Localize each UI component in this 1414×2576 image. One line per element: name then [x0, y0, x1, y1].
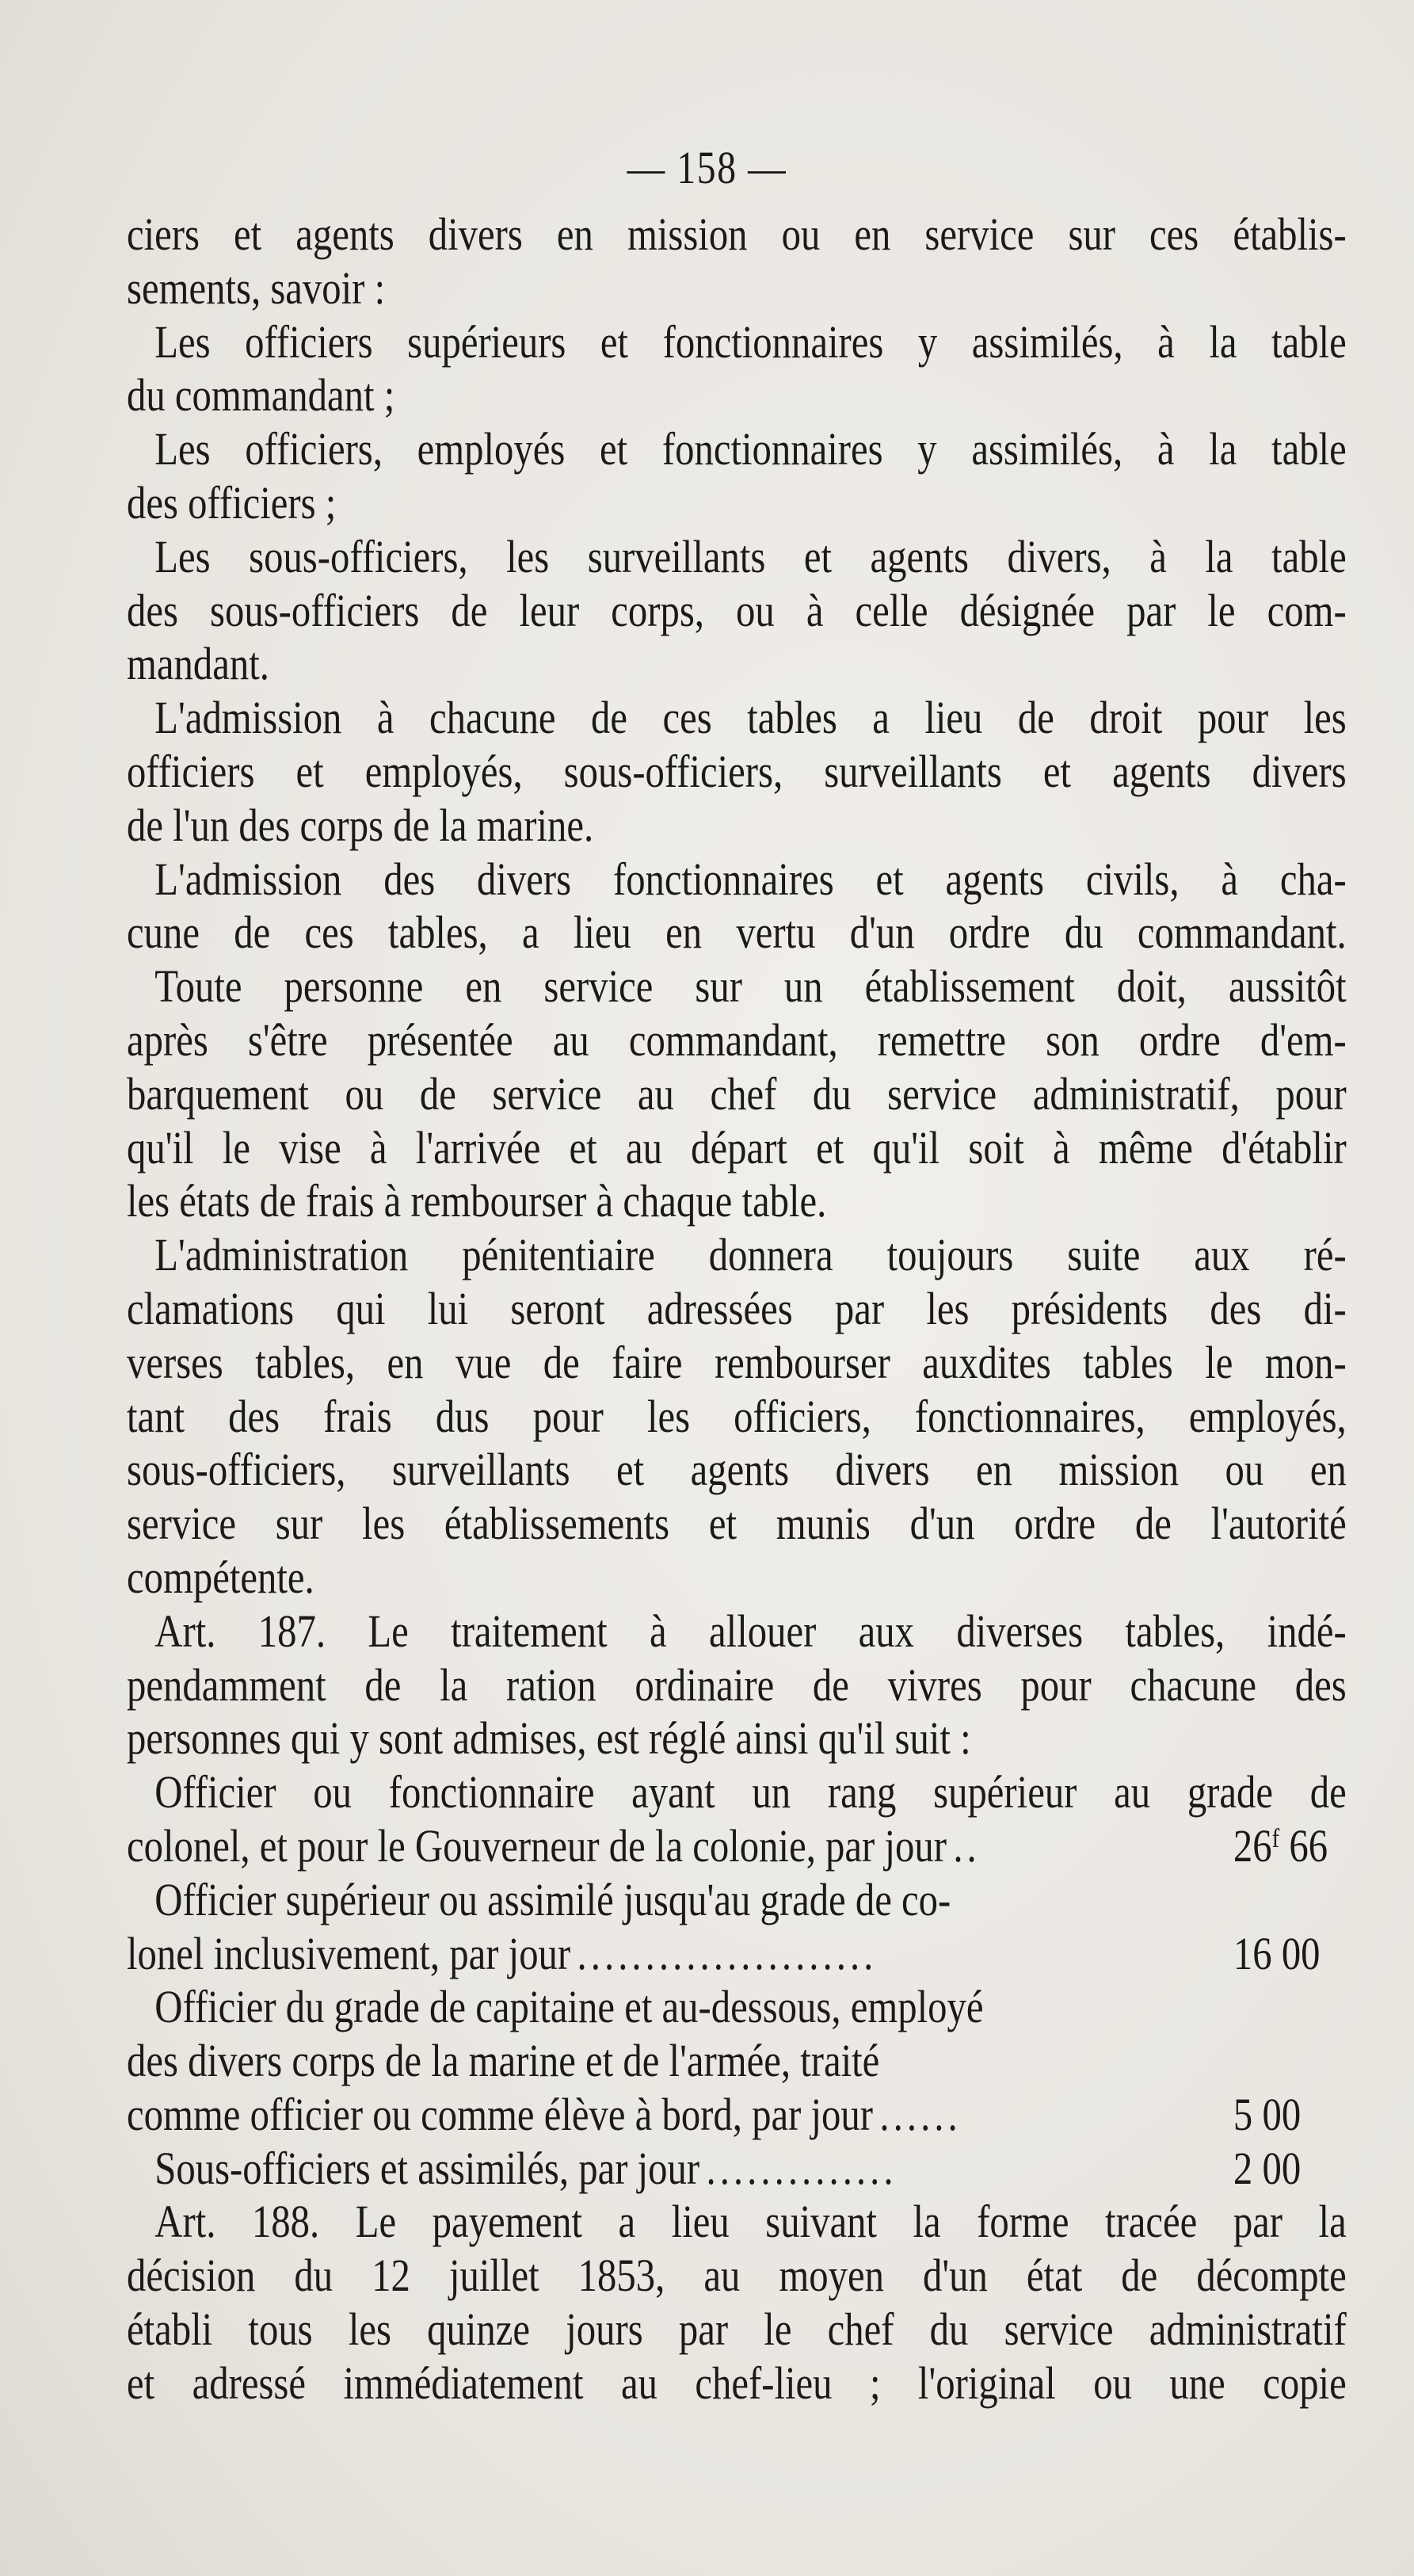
text-line: Les sous-officiers, les surveillants et agents divers, à la table	[154, 530, 1347, 582]
leader-dots: ......	[879, 2088, 962, 2140]
text-line: Art. 187. Le traitement à allouer aux diverses tables, indé-	[154, 1605, 1347, 1657]
tarif-row	[127, 2088, 1347, 2142]
tarif-amount	[1233, 1819, 1347, 1873]
text-line: sous-officiers, surveillants et agents divers en mission ou en	[127, 1444, 1347, 1496]
tarif-amount	[1233, 1927, 1347, 1981]
text-line: Les officiers supérieurs et fonctionnaires y assimilés, à la table	[154, 315, 1347, 368]
text-line: des officiers ;	[127, 476, 337, 529]
text-line: officiers et employés, sous-officiers, surveillants et agents divers	[127, 745, 1347, 797]
text-line: clamations qui lui seront adressées par les présidents des di-	[127, 1282, 1347, 1334]
text-line: du commandant ;	[127, 369, 395, 422]
tarif-row	[127, 1819, 1347, 1873]
amount-francs: 5	[1233, 2088, 1253, 2140]
text-line: sements, savoir :	[127, 261, 386, 314]
body-text	[127, 208, 1347, 2410]
text-line: Toute personne en service sur un établissement doit, aussitôt	[154, 960, 1347, 1013]
tarif-amount	[1233, 2088, 1347, 2142]
text-line: verses tables, en vue de faire rembourser auxdites tables le mon-	[127, 1336, 1347, 1388]
page-number: — 158 —	[627, 142, 787, 193]
text-line: tant des frais dus pour les officiers, fonctionnaires, employés,	[127, 1390, 1347, 1442]
amount-francs: 26	[1233, 1819, 1272, 1872]
tarif-row	[127, 1927, 1347, 1981]
leader-dots: ..............	[706, 2142, 898, 2194]
tarif-amount	[1233, 2142, 1347, 2196]
amount-centimes: 00	[1252, 2142, 1302, 2194]
text-line: cune de ces tables, a lieu en vertu d'un ordre du commandant.	[127, 906, 1347, 959]
text-line: Officier ou fonctionnaire ayant un rang supérieur au grade de	[154, 1766, 1347, 1818]
text-line: pendamment de la ration ordinaire de vivres pour chacune des	[127, 1658, 1347, 1711]
text-line: des sous-officiers de leur corps, ou à celle désignée par le com-	[127, 584, 1347, 636]
text-line: Art. 188. Le payement a lieu suivant la forme tracée par la	[154, 2196, 1347, 2248]
text-line: L'admission à chacune de ces tables a lieu de droit pour les	[154, 692, 1347, 744]
leader-dots: ......................	[577, 1927, 878, 1979]
text-line: ciers et agents divers en mission ou en service sur ces établis-	[127, 208, 1347, 260]
text-line: L'admission des divers fonctionnaires et agents civils, à cha-	[154, 853, 1347, 905]
tarif-label: lonel inclusivement, par jour	[127, 1927, 571, 1979]
tarif-row	[127, 2142, 1347, 2196]
text-line: personnes qui y sont admises, est réglé ainsi qu'il suit :	[127, 1712, 971, 1765]
amount-centimes: 00	[1252, 2088, 1302, 2140]
text-line: et adressé immédiatement au chef-lieu ; l'original ou une copie	[127, 2357, 1347, 2409]
amount-francs: 16	[1233, 1927, 1272, 1979]
text-line: qu'il le vise à l'arrivée et au départ et qu'il soit à même d'établir	[127, 1121, 1347, 1174]
amount-centimes: 66	[1279, 1819, 1328, 1872]
text-line: après s'être présentée au commandant, remettre son ordre d'em-	[127, 1013, 1347, 1066]
text-line: barquement ou de service au chef du service administratif, pour	[127, 1067, 1347, 1120]
text-line: compétente.	[127, 1551, 314, 1603]
text-line: de l'un des corps de la marine.	[127, 799, 594, 851]
text-line: Les officiers, employés et fonctionnaires y assimilés, à la table	[154, 423, 1347, 475]
text-line: service sur les établissements et munis d'un ordre de l'autorité	[127, 1498, 1347, 1550]
amount-francs: 2	[1233, 2142, 1253, 2194]
text-line: L'administration pénitentiaire donnera toujours suite aux ré-	[154, 1229, 1347, 1281]
text-line: des divers corps de la marine et de l'armée, traité	[127, 2035, 880, 2087]
text-line: les états de frais à rembourser à chaque table.	[127, 1175, 827, 1227]
text-line: établi tous les quinze jours par le chef du service administratif	[127, 2303, 1347, 2356]
amount-centimes: 00	[1271, 1927, 1321, 1979]
tarif-label: comme officier ou comme élève à bord, par jour	[127, 2088, 874, 2140]
text-line: décision du 12 juillet 1853, au moyen d'un état de décompte	[127, 2250, 1347, 2302]
text-line: Officier du grade de capitaine et au-dessous, employé	[154, 1981, 984, 2033]
tarif-label: Sous-officiers et assimilés, par jour	[154, 2142, 700, 2194]
tarif-label: colonel, et pour le Gouverneur de la colonie, par jour	[127, 1819, 947, 1872]
text-line: mandant.	[127, 638, 269, 690]
amount-unit: f	[1271, 1823, 1280, 1853]
text-line: Officier supérieur ou assimilé jusqu'au grade de co-	[154, 1873, 951, 1925]
leader-dots: ..	[953, 1819, 981, 1872]
